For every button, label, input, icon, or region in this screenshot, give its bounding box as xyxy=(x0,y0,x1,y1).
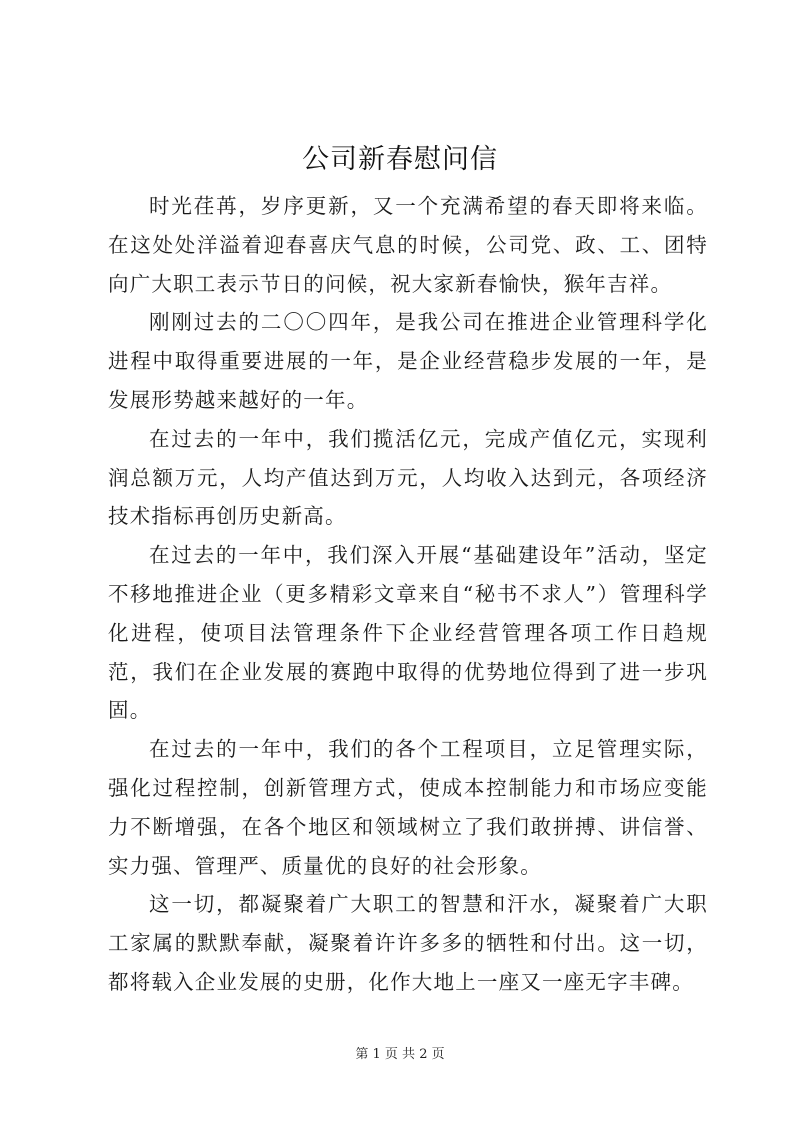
document-body xyxy=(108,187,708,1002)
paragraph-greeting: 时光荏苒，岁序更新，又一个充满希望的春天即将来临。在这处处洋溢着迎春喜庆气息的时候，公司党、政、工、团特向广大职工表示节日的问候，祝大家新春愉快，猴年吉祥。 xyxy=(108,194,708,296)
paragraph-foundation-year: 在过去的一年中，我们深入开展“基础建设年”活动，坚定不移地推进企业（更多精彩文章来自“秘书不求人”）管理科学化进程，使项目法管理条件下企业经营管理各项工作日趋规范，我们在企业发展的赛跑中取得的优势地位得到了进一步巩固。 xyxy=(108,543,708,723)
page-number-footer: 第 1 页 共 2 页 xyxy=(355,1047,445,1062)
document-title: 公司新春慰问信 xyxy=(302,144,498,175)
paragraph-tribute: 这一切，都凝聚着广大职工的智慧和汗水，凝聚着广大职工家属的默默奉献，凝聚着许许多多的牺牲和付出。这一切，都将载入企业发展的史册，化作大地上一座又一座无字丰碑。 xyxy=(108,892,708,994)
paragraph-2004-review: 刚刚过去的二〇〇四年，是我公司在推进企业管理科学化进程中取得重要进展的一年，是企业经营稳步发展的一年，是发展形势越来越好的一年。 xyxy=(108,310,708,412)
paragraph-projects: 在过去的一年中，我们的各个工程项目，立足管理实际，强化过程控制，创新管理方式，使成本控制能力和市场应变能力不断增强，在各个地区和领域树立了我们敢拼搏、讲信誉、实力强、管理严、质量优的良好的社会形象。 xyxy=(108,737,708,878)
paragraph-achievements: 在过去的一年中，我们揽活亿元，完成产值亿元，实现利润总额万元，人均产值达到万元，人均收入达到元，各项经济技术指标再创历史新高。 xyxy=(108,426,708,529)
